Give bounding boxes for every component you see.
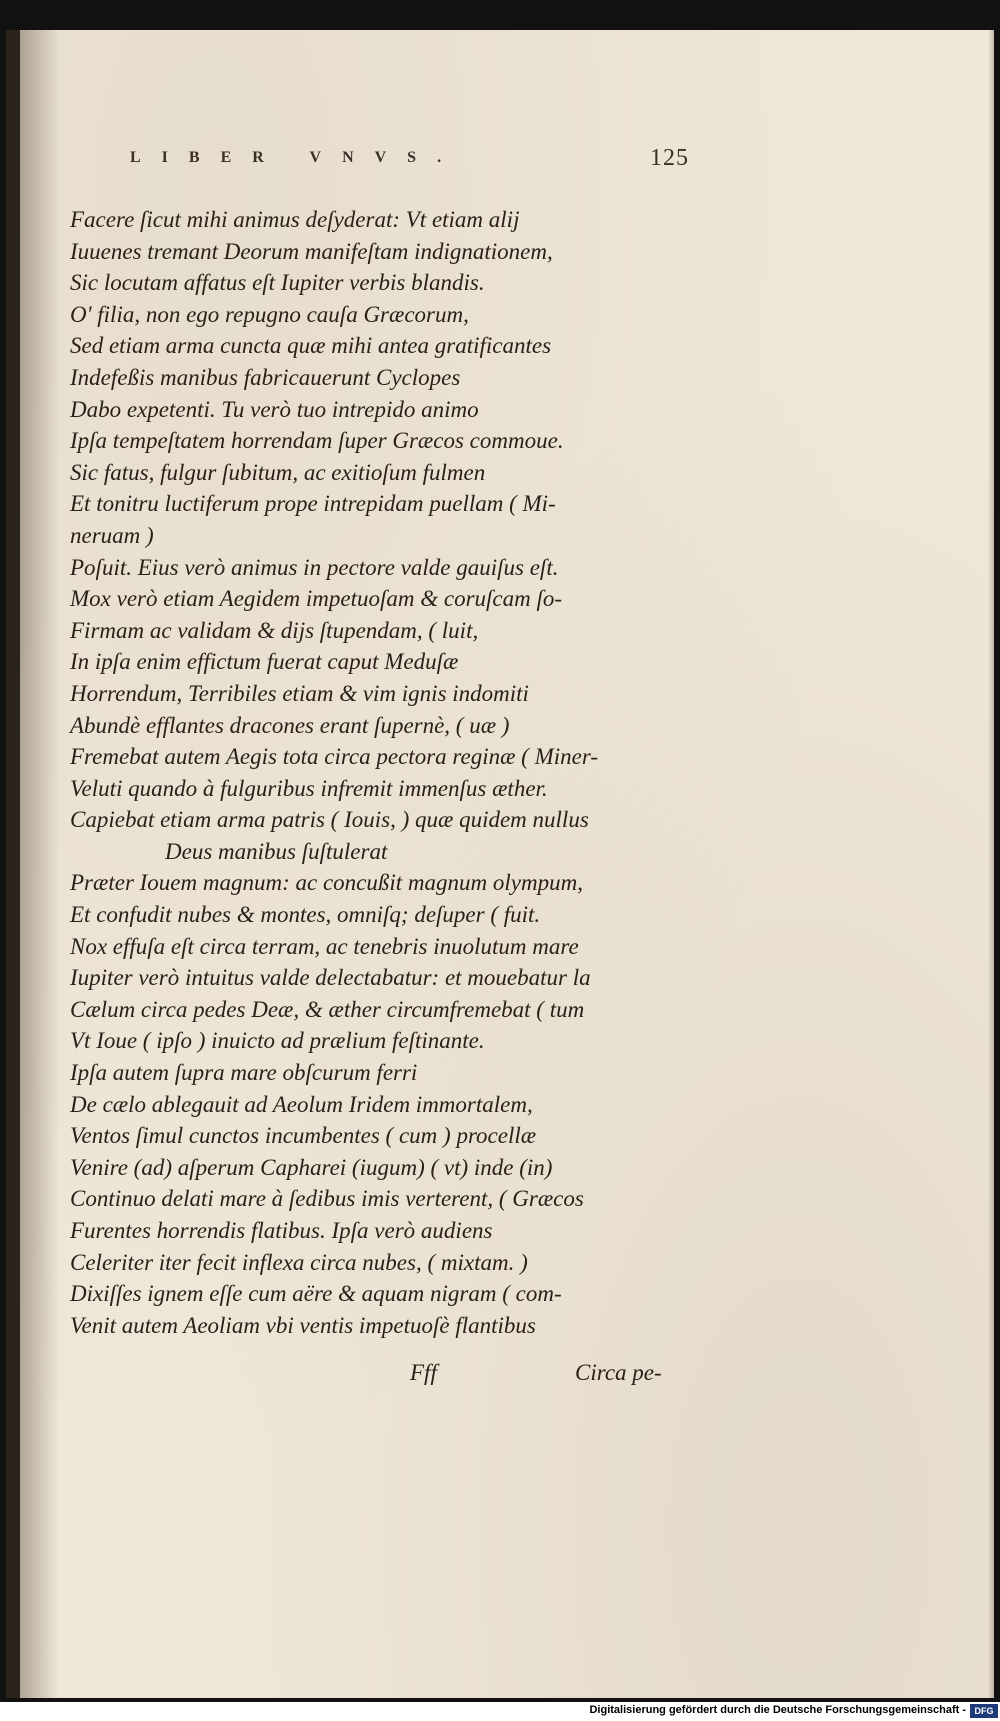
text-line: neruam ) [70, 522, 154, 548]
text-line: De cælo ablegauit ad Aeolum Iridem immortalem, [70, 1091, 533, 1117]
text-line: Vt Ioue ( ipſo ) inuicto ad prælium feſtinante. [70, 1028, 485, 1054]
text-line: Indefeßis manibus fabricauerunt Cyclopes [70, 364, 461, 390]
text-line: Iuuenes tremant Deorum manifeſtam indignationem, [70, 238, 553, 264]
text-line: Venit autem Aeoliam vbi ventis impetuoſè flantibus [70, 1312, 536, 1338]
text-line: Fremebat autem Aegis tota circa pectora reginæ ( Miner- [70, 744, 599, 770]
text-block [70, 204, 690, 1341]
text-line: Deus manibus ſuſtulerat [165, 838, 388, 864]
text-line: Sic fatus, fulgur ſubitum, ac exitioſum fulmen [70, 459, 486, 485]
page-number: 125 [650, 145, 689, 171]
footer-bar [0, 1702, 1000, 1721]
text-line: Sic locutam affatus eſt Iupiter verbis blandis. [70, 270, 485, 296]
signature-mark: Fff [410, 1360, 437, 1385]
text-line: Dabo expetenti. Tu verò tuo intrepido animo [70, 396, 479, 422]
text-line: Poſuit. Eius verò animus in pectore valde gauiſus eſt. [70, 554, 559, 580]
text-line: Iupiter verò intuitus valde delectabatur: et mouebatur la [70, 965, 591, 991]
text-line: Firmam ac validam & dijs ſtupendam, ( luit, [70, 617, 479, 643]
text-line: Continuo delati mare à ſedibus imis verterent, ( Græcos [70, 1186, 584, 1212]
gutter-shadow [20, 30, 60, 1698]
text-line: Et tonitru luctiferum prope intrepidam puellam ( Mi- [70, 491, 556, 517]
catchword: Circa pe- [575, 1360, 662, 1385]
text-line: Dixiſſes ignem eſſe cum aëre & aquam nigram ( com- [70, 1281, 562, 1307]
text-line: O' filia, non ego repugno cauſa Græcorum, [70, 301, 469, 327]
text-line: Facere ſicut mihi animus deſyderat: Vt etiam alij [70, 207, 520, 232]
text-line: Veluti quando à fulguribus infremit immenſus æther. [70, 775, 548, 801]
page-edge [988, 30, 994, 1698]
running-title: LIBER VNVS. [130, 149, 463, 166]
text-line: Ventos ſimul cunctos incumbentes ( cum ) procellæ [70, 1123, 537, 1149]
text-line: Mox verò etiam Aegidem impetuoſam & coruſcam ſo- [70, 586, 563, 612]
catch-line [70, 1360, 670, 1390]
text-line: In ipſa enim effictum fuerat caput Meduſæ [70, 649, 459, 675]
text-line: Ipſa tempeſtatem horrendam ſuper Græcos commoue. [70, 428, 564, 454]
text-line: Ipſa autem ſupra mare obſcurum ferri [70, 1060, 418, 1086]
text-line: Abundè efflantes dracones erant ſupernè, ( uæ ) [70, 712, 510, 738]
text-line: Horrendum, Terribiles etiam & vim ignis indomiti [70, 680, 529, 706]
text-line: Capiebat etiam arma patris ( Iouis, ) quæ quidem nullus [70, 807, 589, 833]
book-page [6, 30, 994, 1698]
text-line: Celeriter iter fecit inflexa circa nubes, ( mixtam. ) [70, 1249, 528, 1275]
text-line: Nox effuſa eſt circa terram, ac tenebris inuolutum mare [70, 933, 579, 959]
text-line: Furentes horrendis flatibus. Ipſa verò audiens [70, 1218, 493, 1243]
text-line: Venire (ad) aſperum Capharei (iugum) ( vt) inde (in) [70, 1154, 553, 1180]
funding-credit: Digitalisierung gefördert durch die Deutsche Forschungsgemeinschaft - [589, 1704, 966, 1716]
text-line: Sed etiam arma cuncta quæ mihi antea gratificantes [70, 333, 552, 359]
text-line: Præter Iouem magnum: ac concußit magnum olympum, [70, 870, 583, 896]
text-line: Et confudit nubes & montes, omniſq; deſuper ( fuit. [70, 902, 541, 928]
dfg-logo: DFG [970, 1704, 998, 1718]
text-line: Cælum circa pedes Deæ, & æther circumfremebat ( tum [70, 996, 585, 1022]
